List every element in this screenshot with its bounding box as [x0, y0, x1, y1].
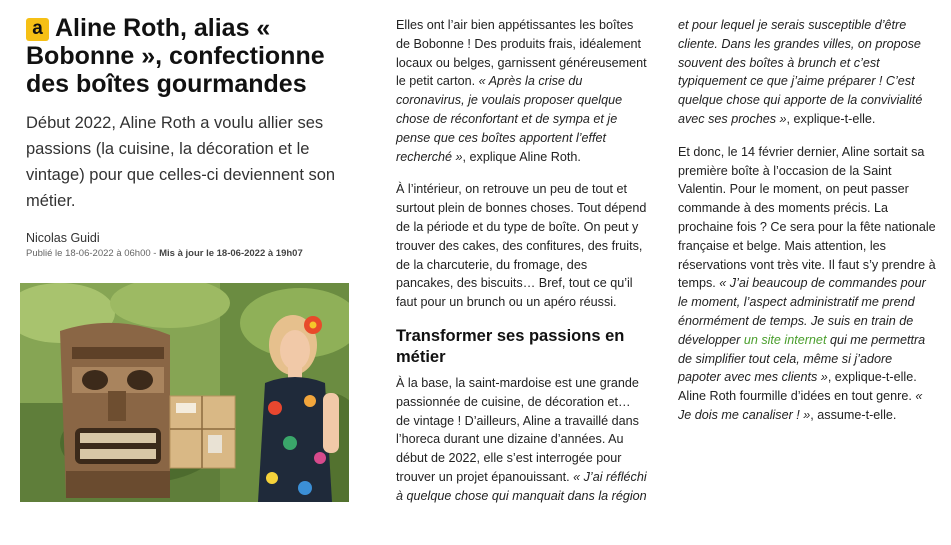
- article-dates: [26, 248, 356, 259]
- article-lead: Début 2022, Aline Roth a voulu allier ses passions (la cuisine, la décoration et le vintage) pour que celles-ci deviennent son métier.: [26, 114, 336, 210]
- article-column-right: [678, 16, 938, 439]
- section-subheading: Transformer ses passions en métier: [396, 326, 625, 366]
- author-name[interactable]: Nicolas Guidi: [26, 231, 100, 245]
- quote-3-part-b: qui me permettra de simplifier tout cela, même si j’adore papoter avec mes clients »: [678, 332, 926, 385]
- quote-4-attribution: , assume-t-elle.: [810, 407, 897, 422]
- photo-illustration: [20, 283, 349, 502]
- quote-1-attribution: , explique Aline Roth.: [462, 149, 581, 164]
- website-link[interactable]: un site internet: [743, 332, 827, 347]
- paragraph-3-continued: [678, 16, 938, 129]
- quote-3-part-a: « J’ai beaucoup de commandes pour le moment, l’aspect administratif me prend énormément de temps. Je suis en train de développer: [678, 276, 926, 347]
- quote-2: « J’ai réfléchi à quelque chose qui manquait dans la région: [396, 469, 647, 503]
- quote-2-attribution: , explique-t-elle.: [786, 111, 876, 126]
- quote-3: [678, 276, 926, 384]
- paragraph-2: À l’intérieur, on retrouve un peu de tout et surtout plein de bonnes choses. Tout dépend de la période et du type de boîte. On peut y trouver des cakes, des confitures, des fruits, de la charcuterie, du fromage, des pancakes, des biscuits… Bref, tout ce qu’il faut pour un brunch ou un apéro réussi.: [396, 182, 647, 310]
- quote-2-continued: et pour lequel je serais susceptible d’être cliente. Dans les grandes villes, on propose souvent des boîtes à brunch et c’est typiquement ce que j’aime préparer ! C’est quelque chose qui apporte de la convivialité avec ses proches »: [678, 18, 923, 126]
- updated-date: Mis à jour le 18-06-2022 à 19h07: [159, 248, 303, 259]
- date-separator: -: [150, 248, 160, 259]
- quote-1: « Après la crise du coronavirus, je voulais proposer quelque chose de réconfortant et de sympa et je pense que ces boîtes apportent l’effet recherché »: [396, 74, 623, 164]
- published-date: Publié le 18-06-2022 à 06h00: [26, 248, 151, 259]
- paragraph-1: [396, 16, 648, 166]
- quote-4: « Je dois me canaliser ! »: [678, 389, 923, 422]
- article-title: [26, 14, 356, 98]
- paragraph-3: [396, 374, 648, 506]
- article-title-text: Aline Roth, alias « Bobonne », confectionne des boîtes gourmandes: [26, 14, 325, 98]
- article-photo[interactable]: [20, 283, 349, 502]
- paragraph-4-text: Et donc, le 14 février dernier, Aline sortait sa première boîte à l’occasion de la Saint Valentin. Pour le moment, on peut passer commande à des moments précis. La prochaine fois ? Ce sera pour la fête nationale française et belge. Mais attention, les réservations vont très vite. Il faut s’y prendre à temps.: [678, 144, 936, 291]
- paragraph-4: [678, 143, 938, 425]
- paragraph-3-text: À la base, la saint-mardoise est une grande passionnée de cuisine, de décoration et… de vintage ! D’ailleurs, Aline a travaillé dans l’horeca durant une dizaine d’années. Au début de 2022, elle s’est interrogée pour trouver un projet épanouissant.: [396, 375, 639, 484]
- paragraph-1-text: Elles ont l’air bien appétissantes les boîtes de Bobonne ! Des produits frais, idéalement locaux ou belges, garnissent généreusement le petit carton.: [396, 18, 647, 89]
- quote-3-attribution: , explique-t-elle. Aline Roth fourmille d’idées en tout genre.: [678, 370, 917, 404]
- article-column-middle: [396, 16, 648, 514]
- article-header: [26, 14, 356, 259]
- brand-badge[interactable]: a: [26, 18, 49, 41]
